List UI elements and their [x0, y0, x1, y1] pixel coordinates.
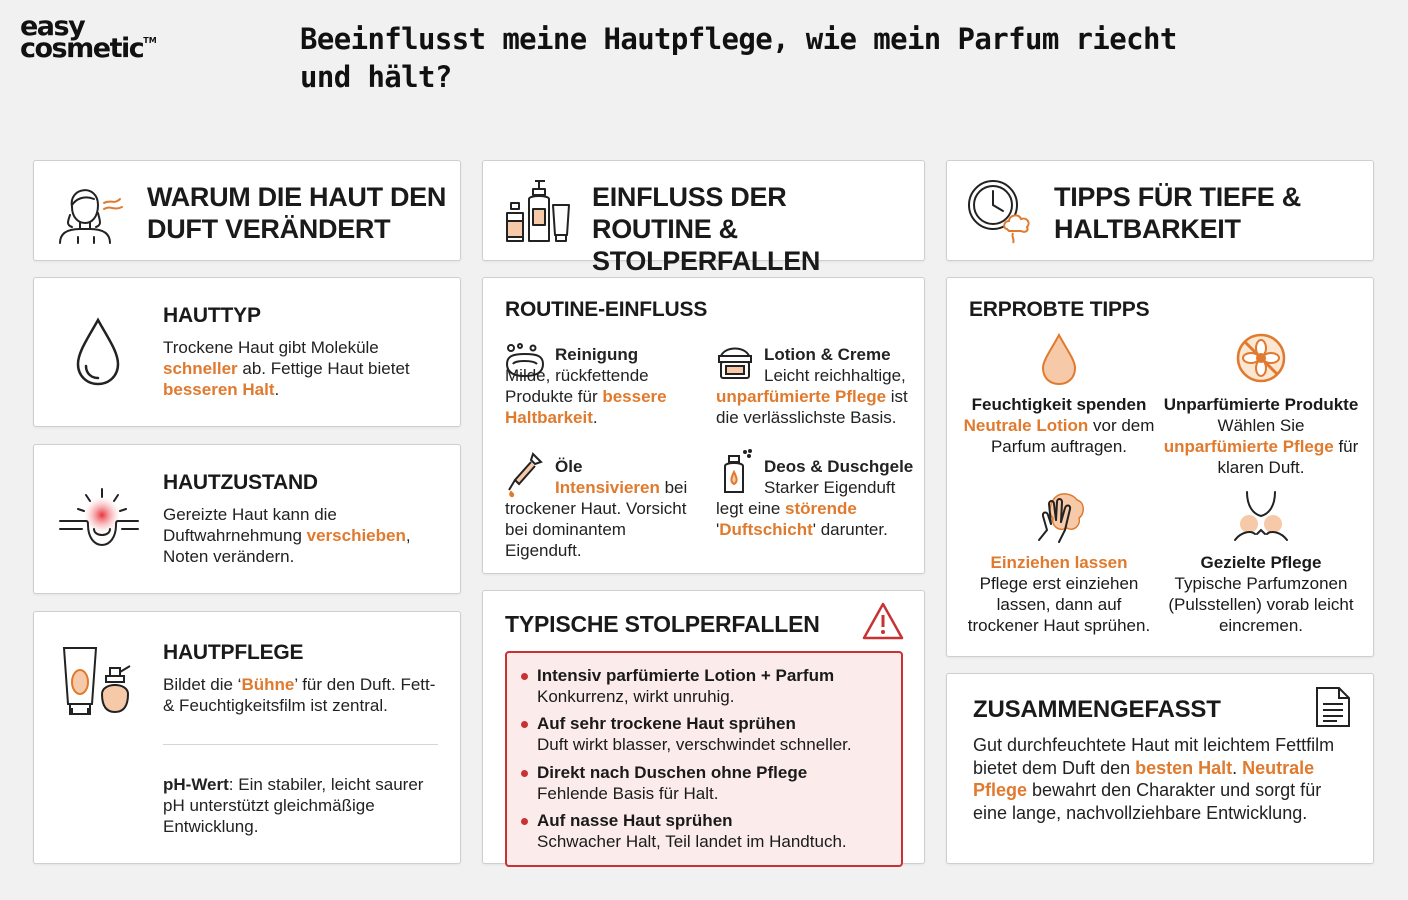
- text-part: .: [1232, 757, 1243, 778]
- text-part: bewahrt den Charakter und sorgt für eine lange, nachvollziehbare Entwicklung.: [973, 780, 1322, 823]
- cosmetic-bottles-icon: [503, 177, 575, 245]
- pitfall-title: Auf nasse Haut sprühen: [537, 811, 733, 830]
- card-tips: [946, 277, 1374, 657]
- text-part: vor dem Parfum auftragen.: [990, 416, 1155, 456]
- highlight: Duftschicht: [719, 520, 813, 539]
- drop-filled-icon: [1039, 332, 1079, 386]
- card-text: [163, 337, 443, 400]
- routine-item-title: Deos & Duschgele: [764, 457, 914, 476]
- card-text: [163, 674, 448, 716]
- text-part: ab. Fettige Haut bietet: [237, 359, 410, 378]
- page-title: Beeinflusst meine Hautpflege, wie mein Parfum riecht und hält?: [300, 22, 1177, 94]
- text-part: .: [592, 408, 598, 427]
- card-title: HAUTTYP: [163, 304, 261, 327]
- routine-item-reinigung: [505, 344, 710, 428]
- card-hautpflege: [33, 611, 461, 864]
- tip-title: Unparfümierte Produkte: [1163, 395, 1359, 414]
- card-hautzustand: [33, 444, 461, 594]
- text-part: Trockene Haut gibt Moleküle: [163, 338, 379, 357]
- drop-icon: [74, 316, 122, 388]
- pitfall-text: Fehlende Basis für Halt.: [537, 784, 719, 803]
- divider: [163, 744, 438, 745]
- card-title: ZUSAMMENGEFASST: [973, 696, 1221, 723]
- woman-scent-icon: [54, 177, 126, 245]
- column-header-title: TIPPS FÜR TIEFE & HALTBARKEIT: [1054, 182, 1301, 244]
- pitfall-title: Direkt nach Duschen ohne Pflege: [537, 763, 808, 782]
- routine-item-title: Reinigung: [555, 345, 639, 364]
- pitfall-title: Auf sehr trockene Haut sprühen: [537, 714, 796, 733]
- routine-item-title: Öle: [555, 457, 583, 476]
- irritated-skin-icon: [56, 485, 142, 557]
- card-title: HAUTZUSTAND: [163, 471, 318, 494]
- ph-description: : Ein stabiler, leicht saurer pH unterstützt gleichmäßige Entwicklung.: [163, 775, 424, 836]
- text-part: ': [716, 520, 720, 539]
- text-part: Milde, rückfettende Produkte für: [505, 366, 649, 406]
- highlight: Bühne: [241, 675, 295, 694]
- card-title: HAUTPFLEGE: [163, 641, 304, 664]
- trademark: TM: [143, 36, 157, 46]
- ph-label: pH-Wert: [163, 775, 229, 794]
- card-text: [163, 504, 433, 567]
- pitfall-item: [537, 665, 834, 707]
- column-header-title: EINFLUSS DER ROUTINE & STOLPERFALLEN: [592, 182, 821, 276]
- highlight: Intensivieren: [555, 478, 660, 497]
- highlight: störende: [785, 499, 857, 518]
- pitfall-item: [537, 762, 807, 804]
- tube-perfume-icon: [60, 644, 140, 720]
- highlight: besten Halt: [1135, 757, 1233, 778]
- tip-title: Feuchtigkeit spenden: [971, 395, 1147, 414]
- text-part: ' darunter.: [812, 520, 888, 539]
- highlight: unparfümierte Pflege: [1163, 437, 1334, 456]
- text-part: Starker Eigenduft legt eine: [716, 478, 896, 518]
- tip-item: [959, 394, 1159, 457]
- text-part: Pflege erst einziehen lassen, dann auf trockener Haut sprühen.: [967, 574, 1151, 635]
- tip-item: [1161, 394, 1361, 478]
- tip-title: Gezielte Pflege: [1200, 553, 1322, 572]
- summary-text: [973, 734, 1353, 824]
- document-icon: [1313, 684, 1353, 730]
- card-routine: [482, 277, 925, 574]
- routine-item-oele: [505, 456, 705, 561]
- column-header-tips: [946, 160, 1374, 261]
- text-part: .: [274, 380, 280, 399]
- warning-icon: [861, 601, 905, 641]
- text-part: Gut durchfeuchtete Haut mit leichtem Fettfilm bietet dem Duft den: [973, 735, 1335, 778]
- hand-cream-icon: [1033, 490, 1087, 544]
- routine-item-deos: [716, 456, 921, 540]
- text-part: Leicht reichhaltige,: [764, 366, 906, 385]
- column-header-title: WARUM DIE HAUT DEN DUFT VERÄNDERT: [147, 182, 447, 244]
- brand-line-1: easy: [20, 11, 85, 42]
- text-part: bei trockener Haut. Vorsicht bei dominantem Eigenduft.: [505, 478, 688, 560]
- highlight: schneller: [163, 359, 238, 378]
- text-part: Wählen Sie: [1217, 416, 1305, 435]
- text-part: Bildet die ‘: [163, 675, 242, 694]
- tip-item: [1161, 552, 1361, 636]
- tip-item: [959, 552, 1159, 636]
- highlight: Neutrale Pflege: [973, 757, 1315, 800]
- pitfall-item: [537, 810, 847, 852]
- text-part: für klaren Duft.: [1217, 437, 1359, 477]
- card-pitfalls: [482, 590, 925, 864]
- pitfall-text: Konkurrenz, wirkt unruhig.: [537, 687, 735, 706]
- pitfalls-box: [505, 651, 903, 867]
- tip-title: Einziehen lassen: [990, 553, 1128, 572]
- brand-line-2: [20, 33, 180, 65]
- pitfall-text: Schwacher Halt, Teil landet im Handtuch.: [537, 832, 847, 851]
- highlight: unparfümierte Pflege: [716, 387, 887, 406]
- text-part: , Noten verändern.: [163, 526, 411, 566]
- text-part: Gereizte Haut kann die Duftwahrnehmung: [163, 505, 337, 545]
- card-title: ROUTINE-EINFLUSS: [505, 298, 708, 321]
- column-header-skin: [33, 160, 461, 261]
- card-summary: [946, 673, 1374, 864]
- highlight: besseren Halt: [163, 380, 275, 399]
- text-part: Typische Parfumzonen (Pulsstellen) vorab leicht eincremen.: [1168, 574, 1354, 635]
- routine-item-title: Lotion & Creme: [764, 345, 891, 364]
- brand-logo: [20, 11, 180, 65]
- no-flower-icon: [1235, 332, 1287, 384]
- highlight: Neutrale Lotion: [963, 416, 1089, 435]
- ph-text: [163, 774, 438, 837]
- routine-item-lotion: [716, 344, 921, 428]
- pitfall-text: Duft wirkt blasser, verschwindet schneller.: [537, 735, 852, 754]
- neck-pulse-icon: [1233, 490, 1289, 542]
- clock-cloud-icon: [965, 177, 1037, 245]
- pitfall-title: Intensiv parfümierte Lotion + Parfum: [537, 666, 835, 685]
- card-hauttyp: [33, 277, 461, 427]
- highlight: verschieben: [306, 526, 406, 545]
- column-header-routine: [482, 160, 925, 276]
- highlight: bessere Haltbarkeit: [505, 387, 667, 427]
- brand-name: cosmetic: [20, 33, 144, 65]
- text-part: ’ für den Duft. Fett- & Feuchtigkeitsfilm ist zentral.: [163, 675, 436, 715]
- card-title: ERPROBTE TIPPS: [969, 298, 1150, 321]
- text-part: ist die verlässlichste Basis.: [716, 387, 908, 427]
- pitfall-item: [537, 713, 852, 755]
- card-title: TYPISCHE STOLPERFALLEN: [505, 611, 820, 637]
